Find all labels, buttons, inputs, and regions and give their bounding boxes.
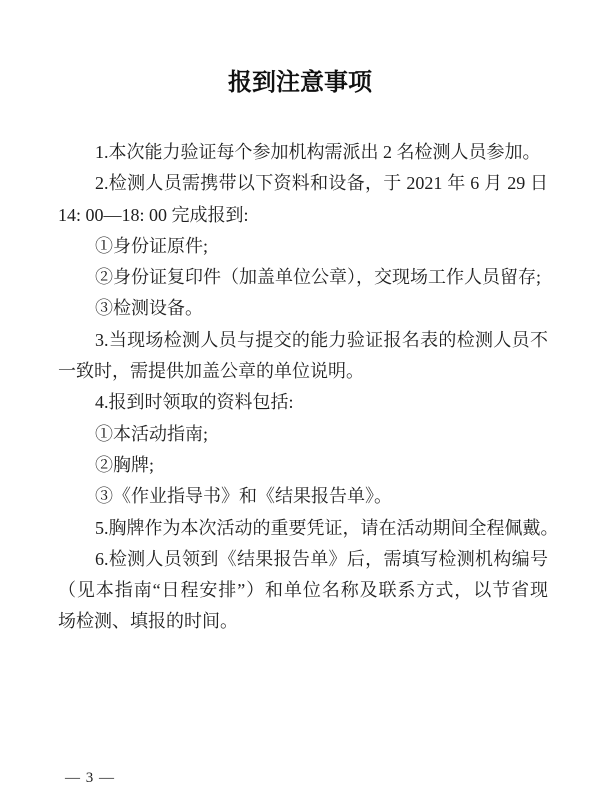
page-title: 报到注意事项 (228, 70, 372, 96)
body-line: ③《作业指导书》和《结果报告单》。 (95, 486, 392, 507)
body-line: 6.检测人员领到《结果报告单》后，需填写检测机构编号 (95, 548, 548, 569)
body-line: 4.报到时领取的资料包括: (95, 392, 294, 413)
body-line: 场检测、填报的时间。 (58, 611, 238, 632)
body-line: 一致时，需提供加盖公章的单位说明。 (58, 361, 364, 382)
body-line: ①本活动指南; (95, 423, 209, 444)
body-line: ②胸牌; (95, 454, 155, 475)
body-line: ②身份证复印件（加盖单位公章），交现场工作人员留存; (95, 267, 541, 288)
body-line: 3.当现场检测人员与提交的能力验证报名表的检测人员不 (95, 329, 548, 350)
body-line: ③检测设备。 (95, 298, 203, 319)
body-line: 14: 00—18: 00 完成报到: (58, 204, 249, 225)
body-line: 2.检测人员需携带以下资料和设备，于 2021 年 6 月 29 日 (95, 173, 548, 194)
body-line: （见本指南“日程安排”）和单位名称及联系方式，以节省现 (58, 580, 548, 601)
document-body (58, 137, 559, 638)
body-line: 1.本次能力验证每个参加机构需派出 2 名检测人员参加。 (95, 142, 541, 162)
body-line: 5.胸牌作为本次活动的重要凭证，请在活动期间全程佩戴。 (95, 517, 559, 538)
page-footer (65, 769, 115, 787)
page-number: — 3 — (65, 770, 115, 786)
body-line: ①身份证原件; (95, 235, 209, 256)
